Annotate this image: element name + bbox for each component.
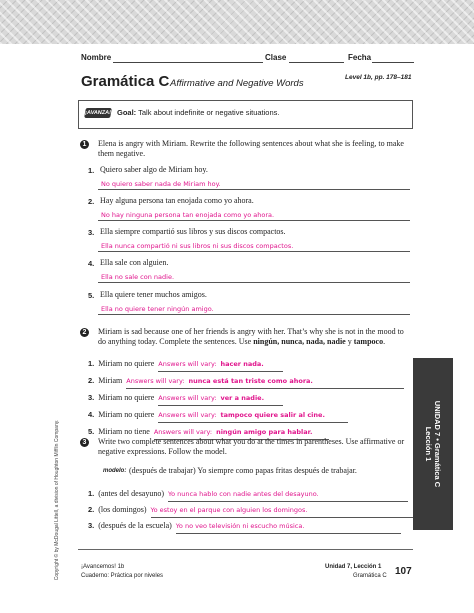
page-subtitle: Affirmative and Negative Words [170,78,304,89]
s2-vary-note: Answers will vary: [158,411,217,419]
s3-answer: Yo nunca hablo con nadie antes del desayuno. [168,490,319,498]
s3-item-number: 1. [88,489,95,498]
unit-side-tab [413,358,453,530]
s3-item [88,515,401,534]
modelo-text: (después de trabajar) Yo siempre como papas fritas después de trabajar. [129,466,357,475]
side-tab-line2: Lección 1 [424,426,433,462]
s2-vary-note: Answers will vary: [126,377,185,385]
copyright-notice: Copyright © by McDougal Littell, a division of Houghton Mifflin Company. [54,419,60,581]
s2-instr-y: y [345,337,354,346]
section2-instructions [98,327,410,347]
s2-vary-note: Answers will vary: [153,428,213,436]
s1-answer-line [98,251,410,252]
s3-answer: Yo no veo televisión ni escucho música. [175,522,305,530]
s3-item-number: 3. [88,521,95,530]
s2-instr-tampoco: tampoco [353,337,384,346]
footer-section: Gramática C [353,573,387,579]
modelo-label: modelo: [103,468,127,474]
s2-answer: hacer nada. [220,360,264,368]
s1-item-number: 4. [88,259,95,268]
s2-vary-note: Answers will vary: [158,360,217,368]
s1-item-answer[interactable]: No quiero saber nada de Miriam hoy. [101,180,221,188]
s2-instr-text: Miriam is sad because one of her friends is angry with her. That’s why she is not in the mood to do anything today. Complete the sentences. Use [98,327,404,346]
s1-item-prompt: Quiero saber algo de Miriam hoy. [100,165,208,174]
goal-label: Goal: [117,108,137,117]
s1-item-prompt: Ella sale con alguien. [100,258,169,267]
s2-item-number: 5. [88,427,95,436]
clase-label: Clase [265,53,287,62]
side-tab-text [424,401,442,487]
s2-item-number: 2. [88,376,95,385]
s1-item-answer[interactable]: Ella no sale con nadie. [101,273,175,281]
nombre-label: Nombre [81,53,112,62]
s1-answer-line [98,220,410,221]
s2-instr-period: . [383,337,386,346]
nombre-field[interactable] [113,62,263,63]
page-number: 107 [395,566,412,577]
s2-instr-bold-words: ningún, nunca, nada, nadie [253,337,346,346]
goal-text [117,108,279,117]
s1-answer-line [98,314,410,315]
s2-item-prefix: Miriam no quiere [98,393,155,402]
s2-item-number: 3. [88,393,95,402]
goal-box [78,100,413,129]
s2-answer: nunca está tan triste como ahora. [188,377,313,385]
s1-item-number: 5. [88,291,95,300]
decorative-banner [0,0,474,44]
s1-item-prompt: Hay alguna persona tan enojada como yo ahora. [100,196,254,205]
s1-item-prompt: Ella siempre compartió sus libros y sus discos compactos. [100,227,286,236]
avanza-badge: ¡AVANZA! [84,110,112,116]
s2-item-prefix: Miriam no quiere [98,410,155,419]
s2-item-prefix: Miriam no quiere [98,359,155,368]
s2-answer: tampoco quiere salir al cine. [220,411,325,419]
s2-vary-note: Answers will vary: [158,394,217,402]
s1-item-number: 3. [88,228,95,237]
s1-item-number: 2. [88,197,95,206]
s3-item-prefix: (después de la escuela) [98,521,172,530]
section3-number: 3 [80,438,89,447]
footer-book-subtitle: Cuaderno: Práctica por niveles [81,573,164,579]
page-title: Gramática C [81,73,170,90]
section3-instructions: Write two complete sentences about what you do at the times in parentheses. Use affirmative or negative expressions. Follow the model. [98,437,405,456]
s1-item-answer[interactable]: Ella nunca compartió ni sus libros ni sus discos compactos. [101,242,294,250]
side-tab-line1: UNIDAD 7 • Gramática C [433,400,442,488]
s3-item-prefix: (los domingos) [98,505,147,514]
s2-item-prefix: Miriam no tiene [98,427,150,436]
section2-number: 2 [80,328,89,337]
s3-answer: Yo estoy en el parque con alguien los domingos. [150,506,308,514]
s3-item-number: 2. [88,505,95,514]
fecha-field[interactable] [372,62,414,63]
goal-description: Talk about indefinite or negative situations. [138,108,280,117]
s2-item-number: 4. [88,410,95,419]
s1-item-prompt: Ella quiere tener muchos amigos. [100,290,207,299]
footer-book-title: ¡Avancemos! 1b [81,564,125,570]
s1-item-answer[interactable]: No hay ninguna persona tan enojada como yo ahora. [101,211,275,219]
footer-divider [78,549,413,550]
clase-field[interactable] [289,62,344,63]
s1-answer-line [98,189,410,190]
fecha-label: Fecha [348,53,372,62]
s1-item-answer[interactable]: Ella no quiere tener ningún amigo. [101,305,214,313]
s2-answer: ver a nadie. [220,394,265,402]
footer-unit: Unidad 7, Lección 1 [325,564,382,570]
s2-answer: ningún amigo para hablar. [216,428,313,436]
s2-item-number: 1. [88,359,95,368]
section1-instructions: Elena is angry with Miriam. Rewrite the following sentences about what she is feeling, to make them negative. [98,139,404,158]
section1-number: 1 [80,140,89,149]
s1-answer-line [98,282,410,283]
s3-item-prefix: (antes del desayuno) [98,489,165,498]
level-reference: Level 1b, pp. 178–181 [345,74,412,81]
s1-item-number: 1. [88,166,95,175]
s3-answer-field[interactable] [176,515,401,534]
s2-item-prefix: Miriam [98,376,123,385]
